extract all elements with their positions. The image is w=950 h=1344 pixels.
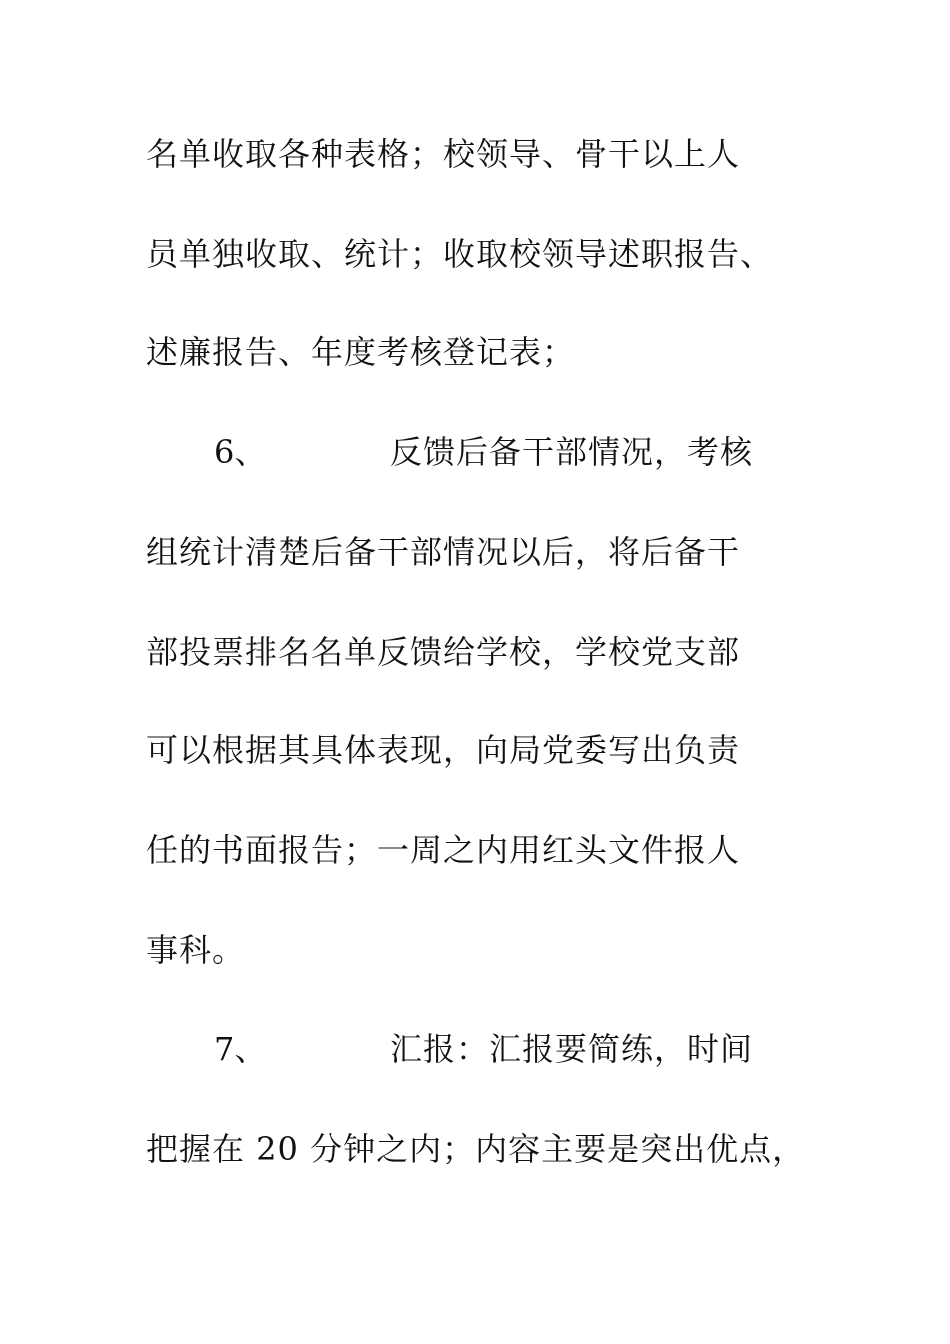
item-heading: 汇报：汇报要简练，时间 bbox=[390, 1030, 754, 1068]
text-line: 把握在 20 分钟之内；内容主要是突出优点， bbox=[146, 1130, 806, 1168]
text-line: 任的书面报告；一周之内用红头文件报人 bbox=[146, 831, 741, 869]
item-number: 6、 bbox=[214, 433, 267, 471]
text-line: 组统计清楚后备干部情况以后，将后备干 bbox=[146, 533, 741, 571]
text-line: 名单收取各种表格；校领导、骨干以上人 bbox=[146, 135, 741, 173]
text-line: 部投票排名名单反馈给学校，学校党支部 bbox=[146, 633, 741, 671]
text-line: 员单独收取、统计；收取校领导述职报告、 bbox=[146, 235, 774, 273]
item-number: 7、 bbox=[214, 1030, 267, 1068]
text-line: 可以根据其具体表现，向局党委写出负责 bbox=[146, 731, 741, 769]
text-line: 事科。 bbox=[146, 931, 246, 969]
item-heading: 反馈后备干部情况，考核 bbox=[390, 433, 754, 471]
text-line: 述廉报告、年度考核登记表； bbox=[146, 333, 576, 371]
